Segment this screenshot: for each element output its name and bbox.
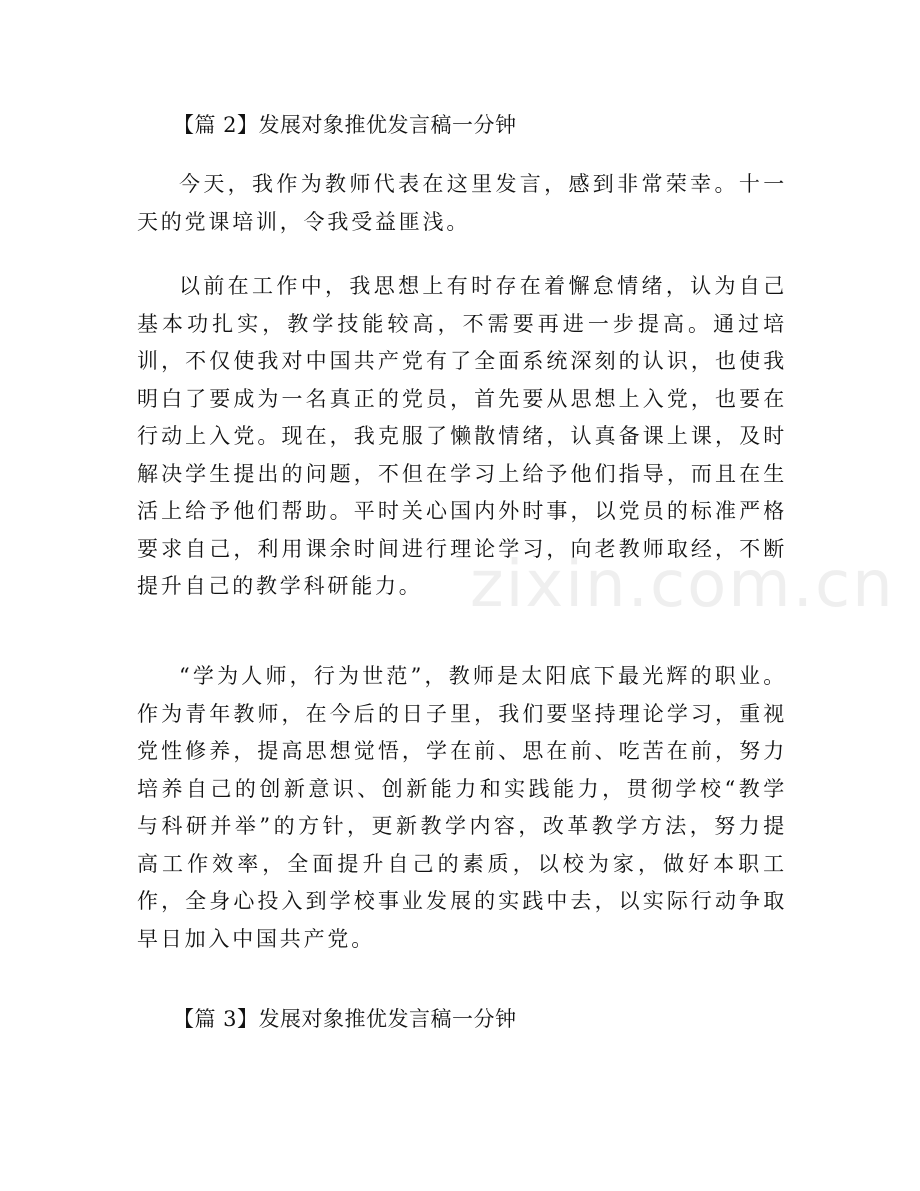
section-heading-2: 【篇 2】发展对象推优发言稿一分钟 <box>173 113 517 137</box>
paragraph-training-reflection: 以前在工作中，我思想上有时存在着懈怠情绪，认为自己基本功扎实，教学技能较高，不需要再进一步提高。通过培训，不仅使我对中国共产党有了全面系统深刻的认识，也使我明白了要成为一名真正的党员，首先要从思想上入党，也要在行动上入党。现在，我克服了懒散情绪，认真备课上课，及时解决学生提出的问题，不但在学习上给予他们指导，而且在生活上给予他们帮助。平时关心国内外时事，以党员的标准严格要求自己，利用课余时间进行理论学习，向老教师取经，不断提升自己的教学科研能力。 <box>137 274 787 598</box>
watermark: zixin.com.cn <box>470 548 895 622</box>
document-page <box>137 0 787 1191</box>
section-heading-3: 【篇 3】发展对象推优发言稿一分钟 <box>173 1007 517 1031</box>
paragraph-teacher-commitment: “学为人师，行为世范”，教师是太阳底下最光辉的职业。作为青年教师，在今后的日子里，我们要坚持理论学习，重视党性修养，提高思想觉悟，学在前、思在前、吃苦在前，努力培养自己的创新意识、创新能力和实践能力，贯彻学校“教学与科研并举”的方针，更新教学内容，改革教学方法，努力提高工作效率，全面提升自己的素质，以校为家，做好本职工作，全身心投入到学校事业发展的实践中去，以实际行动争取早日加入中国共产党。 <box>137 664 787 951</box>
paragraph-opening: 今天，我作为教师代表在这里发言，感到非常荣幸。十一天的党课培训，令我受益匪浅。 <box>137 172 787 234</box>
